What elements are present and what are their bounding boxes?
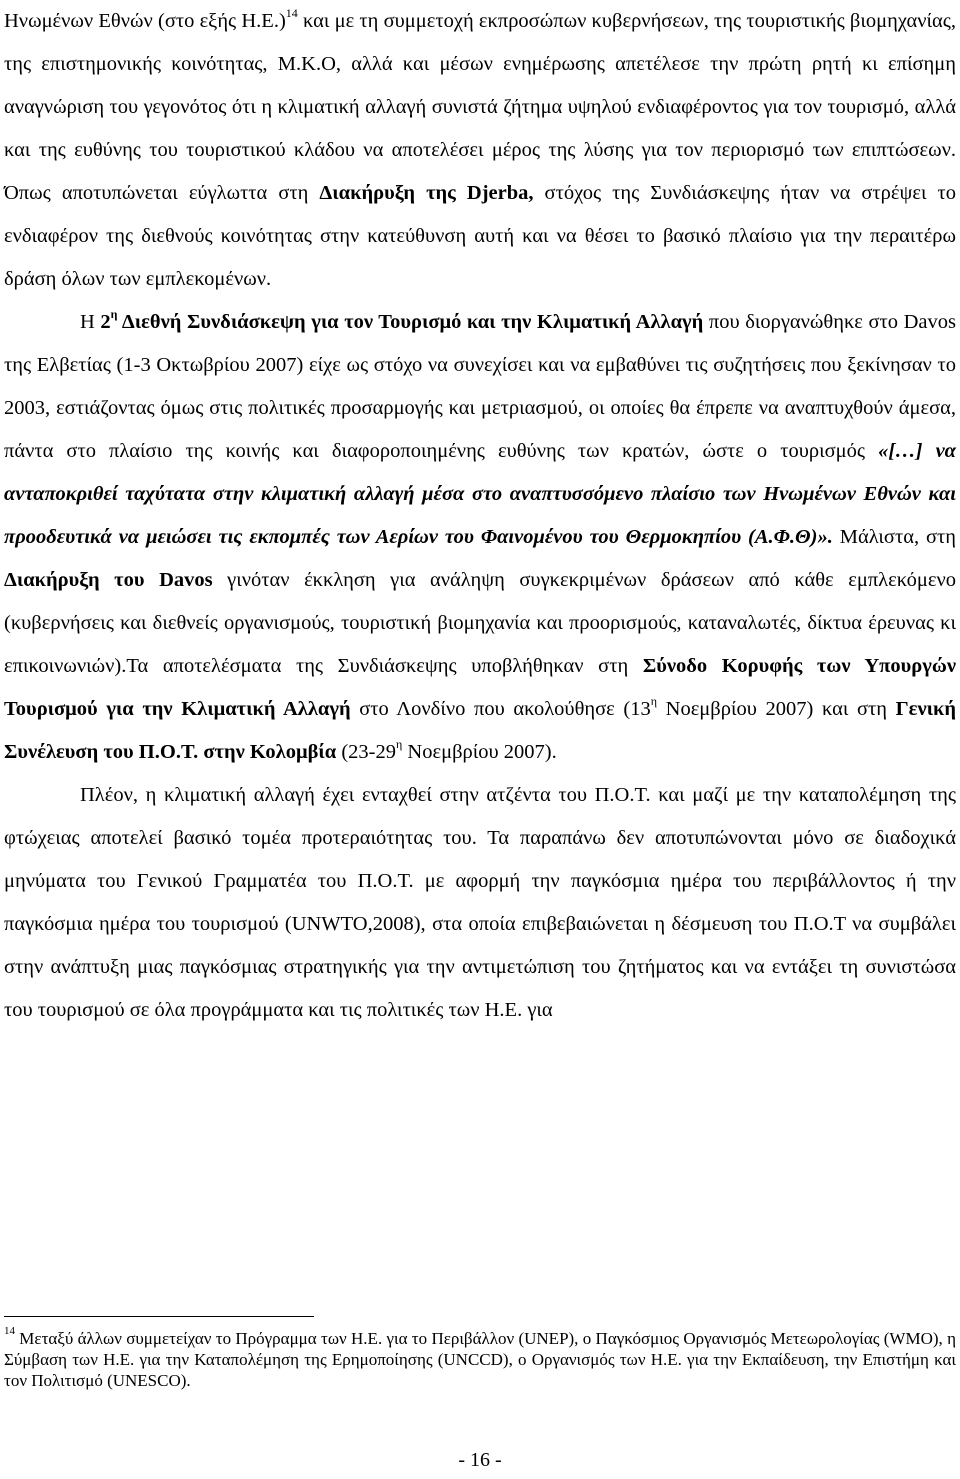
- text-run: Μάλιστα, στη: [832, 526, 956, 548]
- ordinal-suffix: η: [396, 737, 403, 752]
- page-number: - 16 -: [458, 1449, 502, 1471]
- text-run: και με τη συμμετοχή εκπροσώπων κυβερνήσεων, της τουριστικής βιομηχανίας, της επιστημονικής κοινότητας, Μ.Κ.Ο, αλλά και μέσων ενημέρωσης απετέλεσε την πρώτη ρητή κι επίσημη αναγνώριση του γεγονότος ότι η κλιματική αλλαγή συνιστά ζήτημα υψηλού ενδιαφέροντος για τον τουρισμό, αλλά και της ευθύνης του τουριστικού κλάδου να αποτελέσει μέρος της λύσης για τον περιορισμό των επιπτώσεων. Όπως αποτυπώνεται εύγλωττα στη: [4, 10, 956, 204]
- footnote-separator: [4, 1316, 314, 1317]
- paragraph-1: [4, 0, 956, 301]
- bold-summit-title: Σύνοδο Κορυφής των Υπουργών Τουρισμού για την Κλιματική Αλλαγή: [4, 655, 956, 720]
- footnote-number: 14: [4, 1325, 15, 1338]
- text-run: Νοεμβρίου 2007) και στη: [657, 698, 896, 720]
- text-run: στόχος της Συνδιάσκεψης ήταν να στρέψει το ενδιαφέρον της διεθνούς κοινότητας στην κατεύθυνση αυτή και να θέσει το βασικό πλαίσιο για την περαιτέρω δράση όλων των εμπλεκομένων.: [4, 182, 957, 290]
- text-run: στο Λονδίνο που ακολούθησε (13: [350, 698, 651, 720]
- text-run: Νοεμβρίου 2007).: [402, 741, 557, 763]
- text-run: που διοργανώθηκε στο Davos της Ελβετίας (1-3 Οκτωβρίου 2007) είχε ως στόχο να συνεχίσει και να εμβαθύνει τις συζητήσεις που ξεκίνησαν το 2003, εστιάζοντας όμως στις πολιτικές προσαρμογής και μετριασμού, οι οποίες θα έπρεπε να αναπτυχθούν άμεσα, πάντα στο πλαίσιο της κοινής και διαφοροποιημένης ευθύνης των κρατών, ώστε ο τουρισμός: [4, 311, 956, 462]
- text-run: (23-29: [336, 741, 397, 763]
- text-run: γινόταν έκκληση για ανάληψη συγκεκριμένων δράσεων από κάθε εμπλεκόμενο (κυβερνήσεις και διεθνείς οργανισμούς, τουριστική βιομηχανία και προορισμούς, καταναλωτές, δίκτυα έρευνας κι επικοινωνιών).Τα αποτελέσματα της Συνδιάσκεψης υποβλήθηκαν στη: [4, 569, 956, 677]
- bold-djerba-declaration: Διακήρυξη της Djerba,: [319, 182, 534, 204]
- ordinal-suffix: η: [110, 307, 118, 322]
- body-text: [4, 0, 956, 1032]
- footnote: [4, 1325, 956, 1391]
- bold-davos-declaration: Διακήρυξη του Davos: [4, 569, 213, 591]
- footnote-reference[interactable]: 14: [285, 6, 298, 21]
- ordinal-suffix: η: [650, 694, 658, 709]
- bold-general-assembly: Γενική Συνέλευση του Π.Ο.Τ. στην Κολομβία: [4, 698, 956, 763]
- paragraph-2: [4, 301, 956, 774]
- paragraph-3: Πλέον, η κλιματική αλλαγή έχει ενταχθεί στην ατζέντα του Π.Ο.Τ. και μαζί με την καταπολέμηση της φτώχειας αποτελεί βασικό τομέα προτεραιότητας του. Τα παραπάνω δεν αποτυπώνονται μόνο σε διαδοχικά μηνύματα του Γενικού Γραμματέα του Π.Ο.Τ. με αφορμή την παγκόσμια ημέρα του περιβάλλοντος ή την παγκόσμια ημέρα του τουρισμού (UNWTO,2008), στα οποία επιβεβαιώνεται η δέσμευση του Π.Ο.Τ να συμβάλει στην ανάπτυξη μιας παγκόσμιας στρατηγικής για την αντιμετώπιση του ζητήματος και να εντάξει τη συνιστώσα του τουρισμού σε όλα προγράμματα και τις πολιτικές των Η.Ε. για: [4, 784, 956, 1021]
- text-run: Η: [80, 311, 101, 333]
- ordinal-number: 2: [100, 311, 111, 333]
- footnote-text: Μεταξύ άλλων συμμετείχαν το Πρόγραμμα των Η.Ε. για το Περιβάλλον (UNEP), ο Παγκόσμιος Οργανισμός Μετεωρολογίας (WMO), η Σύμβαση των Η.Ε. για την Καταπολέμηση της Ερημοποίησης (UNCCD), ο Οργανισμός των Η.Ε. για την Εκπαίδευση, την Επιστήμη και τον Πολιτισμό (UNESCO).: [4, 1329, 956, 1390]
- text-run: Ηνωμένων Εθνών (στο εξής Η.Ε.): [4, 10, 286, 32]
- bold-ordinal-number: [100, 307, 118, 333]
- bold-conference-title: Διεθνή Συνδιάσκεψη για τον Τουρισμό και την Κλιματική Αλλαγή: [117, 311, 704, 333]
- quote-text: «[…] να ανταποκριθεί ταχύτατα στην κλιματική αλλαγή μέσα στο αναπτυσσόμενο πλαίσιο των Ηνωμένων Εθνών και προοδευτικά να μειώσει τις εκπομπές των Αερίων του Φαινομένου του Θερμοκηπίου (Α.Φ.Θ)».: [4, 440, 957, 548]
